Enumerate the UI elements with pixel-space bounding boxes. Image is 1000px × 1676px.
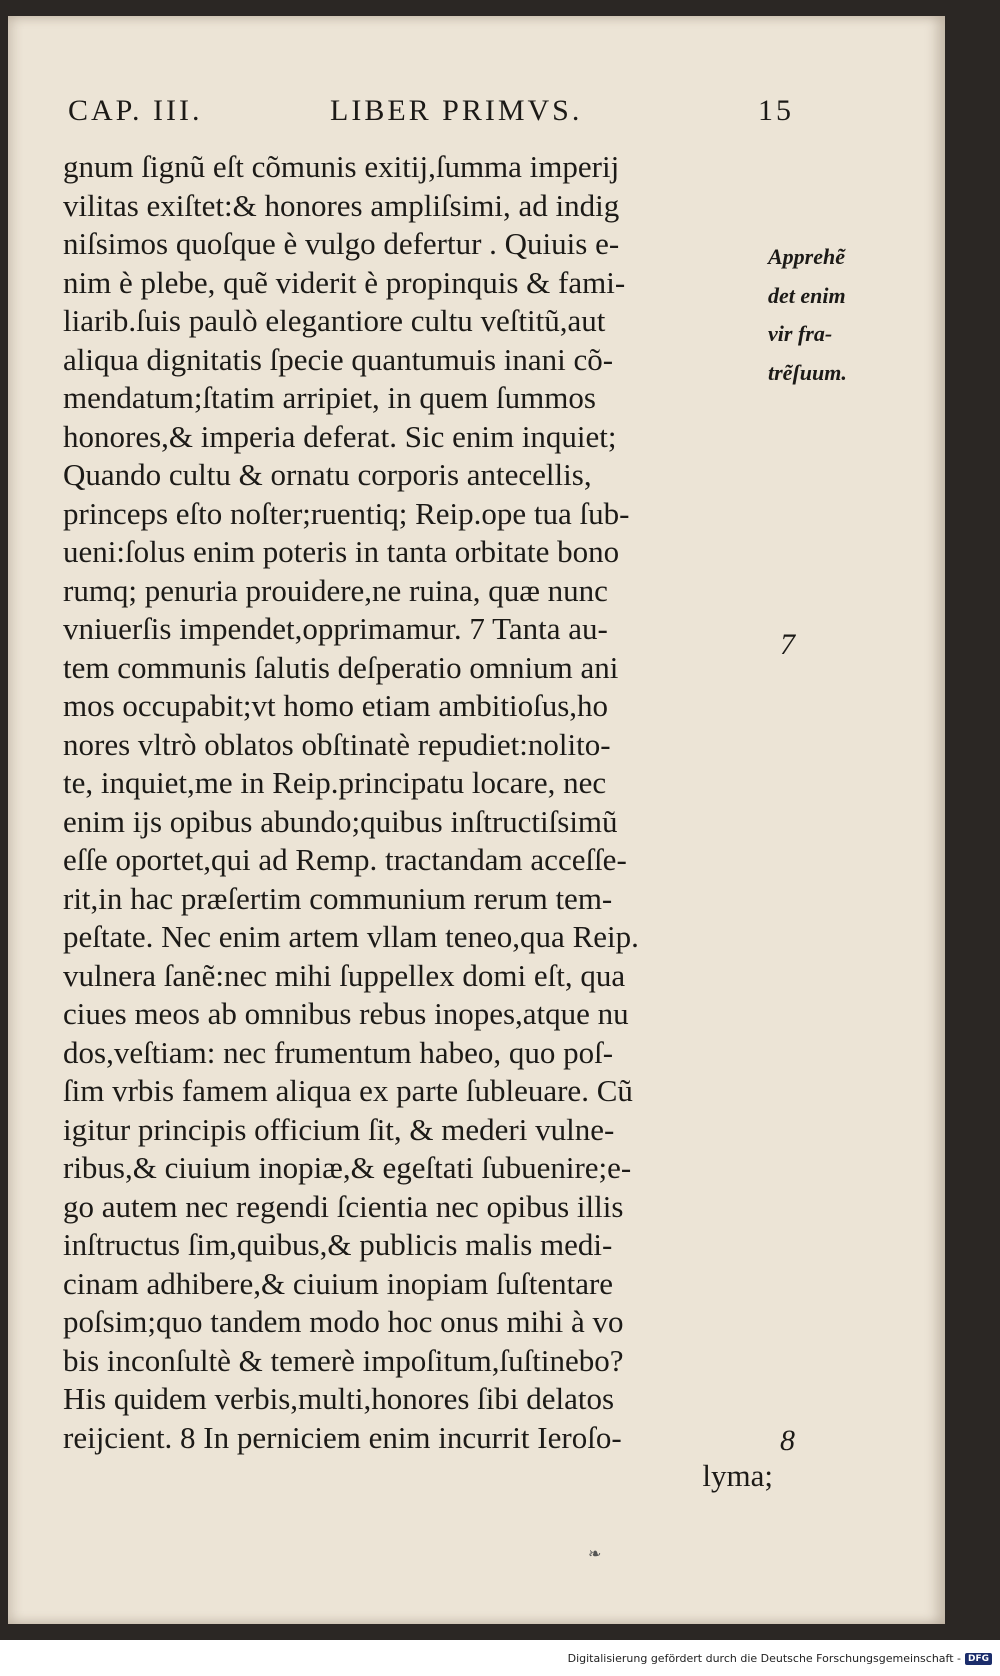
text-line: vilitas exiſtet:& honores ampliſsimi, ad indig bbox=[63, 187, 620, 223]
text-line: te, inquiet,me in Reip.principatu locare, nec bbox=[63, 765, 607, 800]
text-line: princeps eſto noſter;ruentiq; Reip.ope tua ſub- bbox=[63, 495, 630, 531]
text-line: reijcient. 8 In perniciem enim incurrit Ieroſo- bbox=[63, 1419, 622, 1455]
chapter-label: CAP. III. bbox=[68, 94, 203, 127]
text-line: rit,in hac præſertim communium rerum tem- bbox=[63, 880, 613, 916]
marginal-note-line: det enim bbox=[768, 282, 846, 308]
text-line: mos occupabit;vt homo etiam ambitioſus,ho bbox=[63, 688, 609, 723]
margin-number-8: 8 bbox=[780, 1424, 795, 1457]
body-text bbox=[63, 148, 783, 1496]
marginal-note bbox=[768, 238, 888, 392]
text-line: ciues meos ab omnibus rebus inopes,atque nu bbox=[63, 996, 629, 1031]
text-line: mendatum;ſtatim arripiet, in quem ſummos bbox=[63, 380, 596, 415]
book-page bbox=[8, 16, 945, 1624]
ornament-icon: ❧ bbox=[588, 1544, 602, 1563]
text-line: eſſe oportet,qui ad Remp. tractandam acceſſe- bbox=[63, 842, 627, 877]
text-line: aliqua dignitatis ſpecie quantumuis inani cõ- bbox=[63, 341, 614, 377]
page-number: 15 bbox=[758, 94, 794, 127]
dfg-logo-icon: DFG bbox=[965, 1653, 992, 1665]
text-line: nores vltrò oblatos obſtinatè repudiet:nolito- bbox=[63, 726, 611, 762]
text-line: go autem nec regendi ſcientia nec opibus illis bbox=[63, 1188, 624, 1224]
text-line: ueni:ſolus enim poteris in tanta orbitate bono bbox=[63, 534, 620, 569]
text-line: ſim vrbis famem aliqua ex parte ſubleuare. Cũ bbox=[63, 1073, 633, 1108]
text-line: bis inconſultè & temerè impoſitum,ſuſtinebo? bbox=[63, 1342, 624, 1378]
text-line: His quidem verbis,multi,honores ſibi delatos bbox=[63, 1381, 615, 1416]
text-line: nim è plebe, quẽ viderit è propinquis & fami- bbox=[63, 264, 626, 300]
text-line: vulnera ſanẽ:nec mihi ſuppellex domi eſt, qua bbox=[63, 957, 626, 993]
text-line: enim ijs opibus abundo;quibus inſtructiſsimũ bbox=[63, 803, 618, 839]
text-line: igitur principis officium ſit, & mederi vulne- bbox=[63, 1111, 615, 1147]
marginal-note-line: Apprehẽ bbox=[768, 244, 845, 269]
text-line: honores,& imperia deferat. Sic enim inquiet; bbox=[63, 418, 617, 454]
text-line: niſsimos quoſque è vulgo defertur . Quiuis e- bbox=[63, 226, 620, 261]
text-line: peſtate. Nec enim artem vllam teneo,qua Reip. bbox=[63, 919, 639, 954]
text-line: liarib.ſuis paulò elegantiore cultu veſtitũ,aut bbox=[63, 303, 606, 338]
text-line: poſsim;quo tandem modo hoc onus mihi à vo bbox=[63, 1304, 624, 1339]
digitization-footer bbox=[568, 1652, 992, 1665]
catchword: lyma; bbox=[702, 1458, 773, 1493]
text-line: rumq; penuria prouidere,ne ruina, quæ nunc bbox=[63, 572, 608, 608]
text-line: tem communis ſalutis deſperatio omnium ani bbox=[63, 649, 619, 685]
running-head bbox=[60, 94, 794, 134]
text-line: ribus,& ciuium inopiæ,& egeſtati ſubuenire;e- bbox=[63, 1150, 632, 1185]
text-line: dos,veſtiam: nec frumentum habeo, quo poſ- bbox=[63, 1034, 614, 1070]
text-line: Quando cultu & ornatu corporis antecellis, bbox=[63, 457, 592, 492]
footer-text: Digitalisierung gefördert durch die Deutsche Forschungsgemeinschaft - bbox=[567, 1652, 961, 1665]
text-line: gnum ſignũ eſt cõmunis exitij,ſumma imperij bbox=[63, 149, 620, 184]
text-line: inſtructus ſim,quibus,& publicis malis medi- bbox=[63, 1227, 613, 1262]
margin-number-7: 7 bbox=[780, 628, 795, 661]
text-line: vniuerſis impendet,opprimamur. 7 Tanta au- bbox=[63, 611, 608, 646]
marginal-note-line: vir fra- bbox=[768, 321, 833, 346]
marginal-note-line: trẽſuum. bbox=[768, 359, 847, 385]
book-title: LIBER PRIMVS. bbox=[330, 94, 583, 127]
text-line: cinam adhibere,& ciuium inopiam ſuſtentare bbox=[63, 1265, 614, 1301]
